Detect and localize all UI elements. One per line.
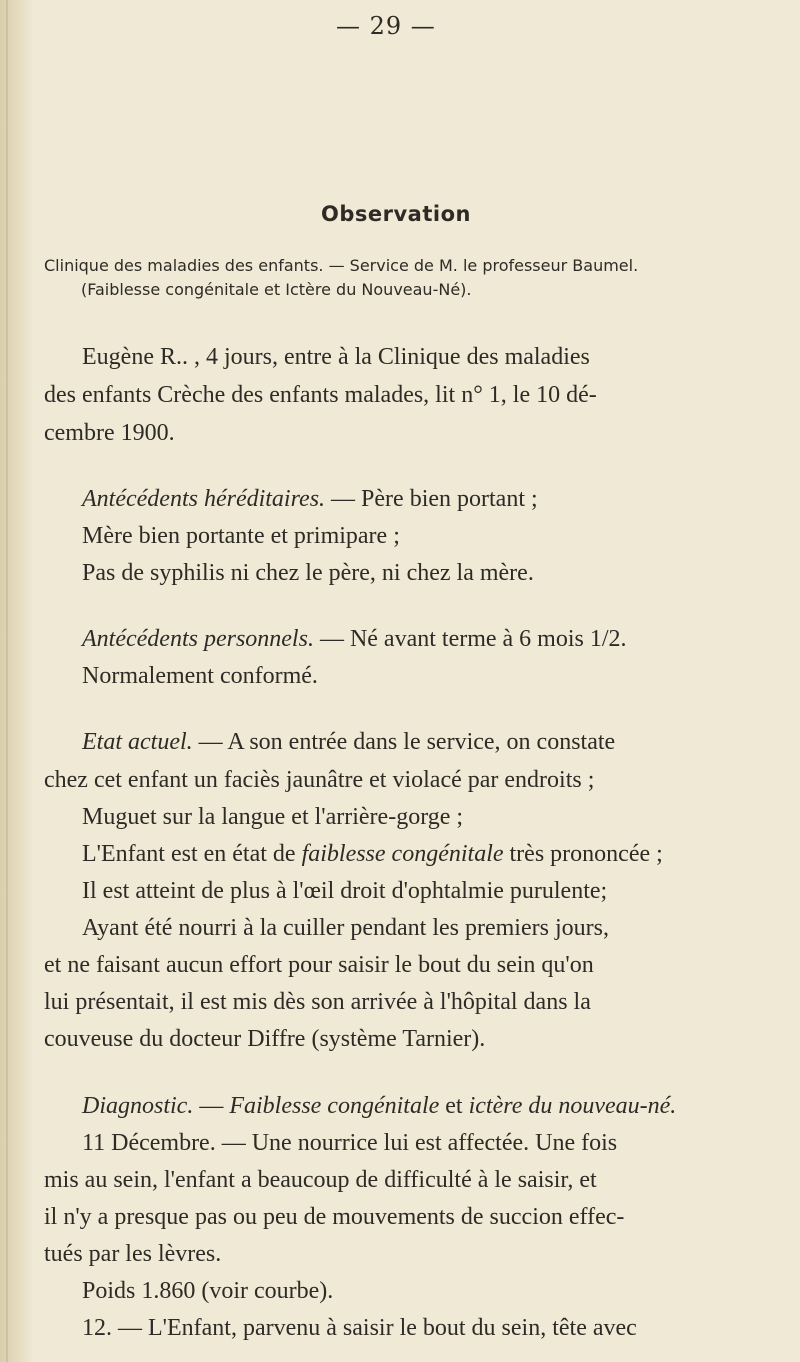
faiblesse-congenitale-italic: faiblesse congénitale bbox=[301, 841, 504, 867]
binding-fold bbox=[6, 0, 8, 1362]
diagnostic-line3: mis au sein, l'enfant a beaucoup de difficulté à le saisir, et bbox=[44, 1167, 597, 1193]
etat-actuel-line9: couveuse du docteur Diffre (système Tarnier). bbox=[44, 1026, 486, 1052]
antecedents-personnels-label: Antécédents personnels. bbox=[82, 626, 314, 652]
etat-actuel-line8: lui présentait, il est mis dès son arrivée à l'hôpital dans la bbox=[44, 989, 591, 1015]
diagnostic-line7: 12. — L'Enfant, parvenu à saisir le bout du sein, tête avec bbox=[82, 1315, 637, 1341]
diagnostic-dash: — bbox=[193, 1093, 230, 1119]
antecedents-hereditaires-line1 bbox=[82, 485, 538, 513]
intro-line1: Eugène R.. , 4 jours, entre à la Clinique des maladies bbox=[82, 344, 590, 370]
etat-actuel-line4-post: très prononcée ; bbox=[503, 841, 663, 867]
diagnostic-faiblesse: Faiblesse congénitale bbox=[229, 1093, 440, 1119]
antecedents-hereditaires-text: — Père bien portant ; bbox=[325, 486, 538, 512]
diagnostic-line5: tués par les lèvres. bbox=[44, 1241, 222, 1267]
observation-title: Observation bbox=[321, 202, 471, 226]
diagnostic-et: et bbox=[439, 1093, 469, 1119]
etat-actuel-line2: chez cet enfant un faciès jaunâtre et violacé par endroits ; bbox=[44, 767, 595, 793]
etat-actuel-line3: Muguet sur la langue et l'arrière-gorge ; bbox=[82, 804, 464, 830]
diagnostic-ictere: ictère du nouveau-né. bbox=[468, 1093, 677, 1119]
page-number: — 29 — bbox=[336, 12, 436, 40]
etat-actuel-line4 bbox=[82, 840, 663, 868]
etat-actuel-line7: et ne faisant aucun effort pour saisir le bout du sein qu'on bbox=[44, 952, 594, 978]
etat-actuel-line4-pre: L'Enfant est en état de bbox=[82, 841, 302, 867]
antecedents-hereditaires-label: Antécédents héréditaires. bbox=[82, 486, 326, 512]
antecedents-hereditaires-line2: Mère bien portante et primipare ; bbox=[82, 523, 400, 549]
etat-actuel-line1 bbox=[82, 728, 615, 756]
etat-actuel-line6: Ayant été nourri à la cuiller pendant les premiers jours, bbox=[82, 915, 609, 941]
antecedents-hereditaires-line3: Pas de syphilis ni chez le père, ni chez la mère. bbox=[82, 560, 534, 586]
antecedents-personnels-text: — Né avant terme à 6 mois 1/2. bbox=[313, 626, 627, 652]
clinic-header-line2: (Faiblesse congénitale et Ictère du Nouveau-Né). bbox=[81, 280, 472, 299]
antecedents-personnels-line2: Normalement conformé. bbox=[82, 663, 318, 689]
diagnostic-label: Diagnostic. bbox=[82, 1093, 194, 1119]
intro-line2: des enfants Crèche des enfants malades, lit n° 1, le 10 dé- bbox=[44, 382, 597, 408]
diagnostic-line2: 11 Décembre. — Une nourrice lui est affectée. Une fois bbox=[82, 1130, 618, 1156]
antecedents-personnels-line1 bbox=[82, 625, 627, 653]
etat-actuel-line5: Il est atteint de plus à l'œil droit d'ophtalmie purulente; bbox=[82, 878, 608, 904]
diagnostic-line1 bbox=[82, 1092, 676, 1120]
etat-actuel-text: — A son entrée dans le service, on constate bbox=[192, 729, 616, 755]
diagnostic-line4: il n'y a presque pas ou peu de mouvements de succion effec- bbox=[44, 1204, 625, 1230]
etat-actuel-label: Etat actuel. bbox=[82, 729, 193, 755]
clinic-header-line1: Clinique des maladies des enfants. — Service de M. le professeur Baumel. bbox=[44, 256, 639, 275]
diagnostic-line6: Poids 1.860 (voir courbe). bbox=[82, 1278, 334, 1304]
intro-line3: cembre 1900. bbox=[44, 420, 175, 446]
